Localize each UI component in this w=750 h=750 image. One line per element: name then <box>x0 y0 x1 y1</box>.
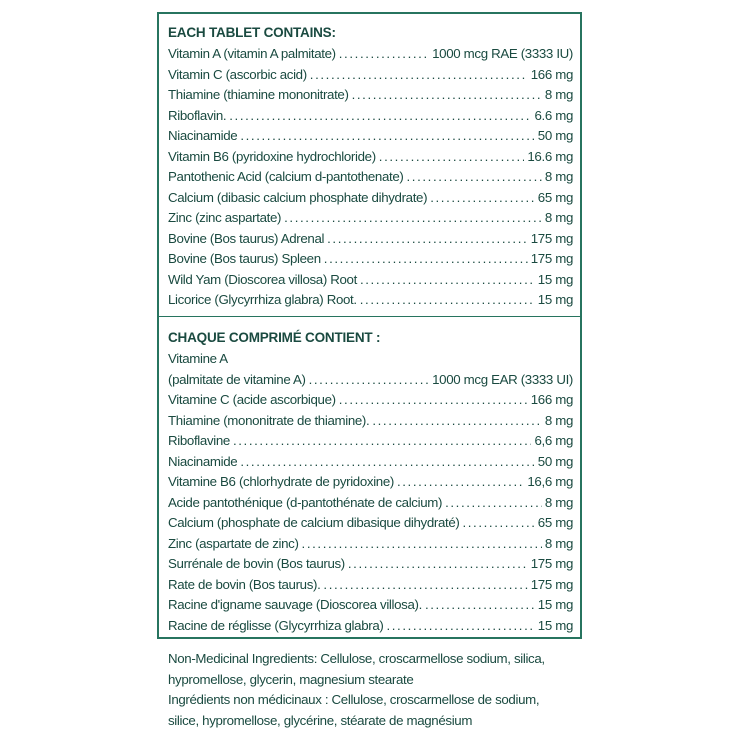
ingredient-name: Vitamine C (acide ascorbique) <box>168 392 336 407</box>
ingredient-name: Bovine (Bos taurus) Spleen <box>168 251 321 266</box>
ingredient-amount: 166 mg <box>530 392 573 407</box>
ingredient-name: Zinc (aspartate de zinc) <box>168 535 299 551</box>
ingredient-amount: 8 mg <box>544 87 573 102</box>
leader-dots <box>233 431 532 452</box>
ingredient-amount: 16,6 mg <box>527 474 573 489</box>
english-heading: EACH TABLET CONTAINS: <box>168 25 336 40</box>
leader-dots <box>372 411 541 432</box>
ingredient-row <box>168 575 573 596</box>
ingredient-name: Riboflavine <box>168 433 230 448</box>
ingredient-amount: 175 mg <box>530 576 573 592</box>
ingredient-amount: 65 mg <box>537 189 573 205</box>
ingredient-amount: 8 mg <box>544 169 573 184</box>
ingredient-name: (palmitate de vitamine A) <box>168 371 306 387</box>
ingredient-name: Racine d'igname sauvage (Dioscorea villosa). <box>168 597 422 612</box>
ingredient-name: Rate de bovin (Bos taurus). <box>168 576 321 592</box>
ingredient-name: Vitamin A (vitamin A palmitate) <box>168 46 336 61</box>
ingredient-name: Wild Yam (Dioscorea villosa) Root <box>168 271 357 287</box>
ingredient-row <box>168 147 573 168</box>
ingredient-row <box>168 44 573 65</box>
leader-dots <box>324 249 528 270</box>
ingredient-row <box>168 452 573 473</box>
ingredient-amount: 15 mg <box>537 292 573 307</box>
ingredient-row <box>168 85 573 106</box>
leader-dots <box>348 554 528 575</box>
supplement-facts-panel <box>157 12 582 639</box>
ingredient-amount: 175 mg <box>530 556 573 571</box>
leader-dots <box>240 452 534 473</box>
leader-dots <box>360 290 535 311</box>
ingredient-row <box>168 534 573 555</box>
leader-dots <box>430 188 535 209</box>
ingredient-name: Niacinamide <box>168 453 238 469</box>
section-divider <box>159 316 580 317</box>
french-heading: CHAQUE COMPRIMÉ CONTIENT : <box>168 330 381 345</box>
footer-line: Non-Medicinal Ingredients: Cellulose, croscarmellose sodium, silica, <box>168 651 545 666</box>
ingredient-name: Bovine (Bos taurus) Adrenal <box>168 230 325 246</box>
ingredient-amount: 50 mg <box>537 128 573 143</box>
ingredient-row <box>168 270 573 291</box>
leader-dots <box>360 270 535 291</box>
ingredient-name: Niacinamide <box>168 128 238 143</box>
ingredient-row <box>168 208 573 229</box>
ingredient-amount: 8 mg <box>544 210 573 225</box>
ingredient-amount: 8 mg <box>544 494 573 510</box>
ingredient-name: Calcium (phosphate de calcium dibasique dihydraté) <box>168 515 460 530</box>
ingredient-row <box>168 290 573 311</box>
ingredient-name: Calcium (dibasic calcium phosphate dihydrate) <box>168 189 428 205</box>
leader-dots <box>425 595 535 616</box>
ingredient-row <box>168 249 573 270</box>
ingredient-row <box>168 616 573 637</box>
ingredient-name: Pantothenic Acid (calcium d-pantothenate) <box>168 169 404 184</box>
ingredient-row <box>168 126 573 147</box>
leader-dots <box>386 616 534 637</box>
leader-dots <box>445 493 542 514</box>
ingredient-row <box>168 554 573 575</box>
ingredient-row <box>168 229 573 250</box>
ingredient-name: Racine de réglisse (Glycyrrhiza glabra) <box>168 617 384 633</box>
ingredient-amount: 8 mg <box>544 412 573 428</box>
leader-dots <box>462 513 534 534</box>
ingredient-name: Licorice (Glycyrrhiza glabra) Root. <box>168 292 357 307</box>
ingredient-name: Surrénale de bovin (Bos taurus) <box>168 556 345 571</box>
ingredient-row <box>168 513 573 534</box>
ingredient-row <box>168 431 573 452</box>
ingredient-amount: 8 mg <box>544 535 573 551</box>
ingredient-row <box>168 188 573 209</box>
ingredient-row <box>168 106 573 127</box>
leader-dots <box>284 208 542 229</box>
leader-dots <box>339 44 429 65</box>
ingredient-name: Thiamine (thiamine mononitrate) <box>168 87 349 102</box>
ingredient-name: Vitamin B6 (pyridoxine hydrochloride) <box>168 148 376 164</box>
leader-dots <box>379 147 525 168</box>
leader-dots <box>229 106 531 127</box>
ingredient-amount: 15 mg <box>537 617 573 633</box>
english-section <box>168 22 573 311</box>
non-medicinal-ingredients <box>168 649 588 731</box>
footer-line: silice, hypromellose, glycérine, stéarate de magnésium <box>168 712 473 728</box>
leader-dots <box>309 370 430 391</box>
ingredient-amount: 1000 mcg RAE (3333 IU) <box>432 46 573 61</box>
ingredient-row <box>168 595 573 616</box>
leader-dots <box>407 167 542 188</box>
leader-dots <box>327 229 528 250</box>
ingredient-amount: 65 mg <box>537 515 573 530</box>
ingredient-amount: 50 mg <box>537 453 573 469</box>
ingredient-row <box>168 349 573 370</box>
ingredient-amount: 1000 mcg EAR (3333 UI) <box>432 371 573 387</box>
french-section <box>168 327 573 636</box>
ingredient-amount: 166 mg <box>530 66 573 82</box>
ingredient-row <box>168 65 573 86</box>
ingredient-name: Acide pantothénique (d-pantothénate de calcium) <box>168 494 443 510</box>
leader-dots <box>339 390 528 411</box>
ingredient-name: Zinc (zinc aspartate) <box>168 210 282 225</box>
footer-line: Ingrédients non médicinaux : Cellulose, croscarmellose de sodium, <box>168 692 540 707</box>
ingredient-row <box>168 411 573 432</box>
leader-dots <box>397 472 524 493</box>
ingredient-amount: 175 mg <box>530 251 573 266</box>
ingredient-name: Vitamine A <box>168 351 228 366</box>
leader-dots <box>323 575 527 596</box>
ingredient-name: Vitamine B6 (chlorhydrate de pyridoxine) <box>168 474 394 489</box>
ingredient-amount: 16.6 mg <box>527 148 573 164</box>
leader-dots <box>240 126 534 147</box>
ingredient-amount: 15 mg <box>537 271 573 287</box>
ingredient-amount: 6,6 mg <box>534 433 573 448</box>
ingredient-amount: 15 mg <box>537 597 573 612</box>
ingredient-row <box>168 493 573 514</box>
ingredient-row <box>168 472 573 493</box>
ingredient-name: Riboflavin. <box>168 107 227 123</box>
ingredient-name: Thiamine (mononitrate de thiamine). <box>168 412 370 428</box>
ingredient-row <box>168 390 573 411</box>
ingredient-name: Vitamin C (ascorbic acid) <box>168 66 307 82</box>
ingredient-row <box>168 370 573 391</box>
ingredient-row <box>168 167 573 188</box>
ingredient-amount: 6.6 mg <box>534 107 573 123</box>
leader-dots <box>302 534 542 555</box>
leader-dots <box>352 85 542 106</box>
leader-dots <box>310 65 528 86</box>
ingredient-amount: 175 mg <box>530 230 573 246</box>
footer-line: hypromellose, glycerin, magnesium stearate <box>168 671 414 687</box>
